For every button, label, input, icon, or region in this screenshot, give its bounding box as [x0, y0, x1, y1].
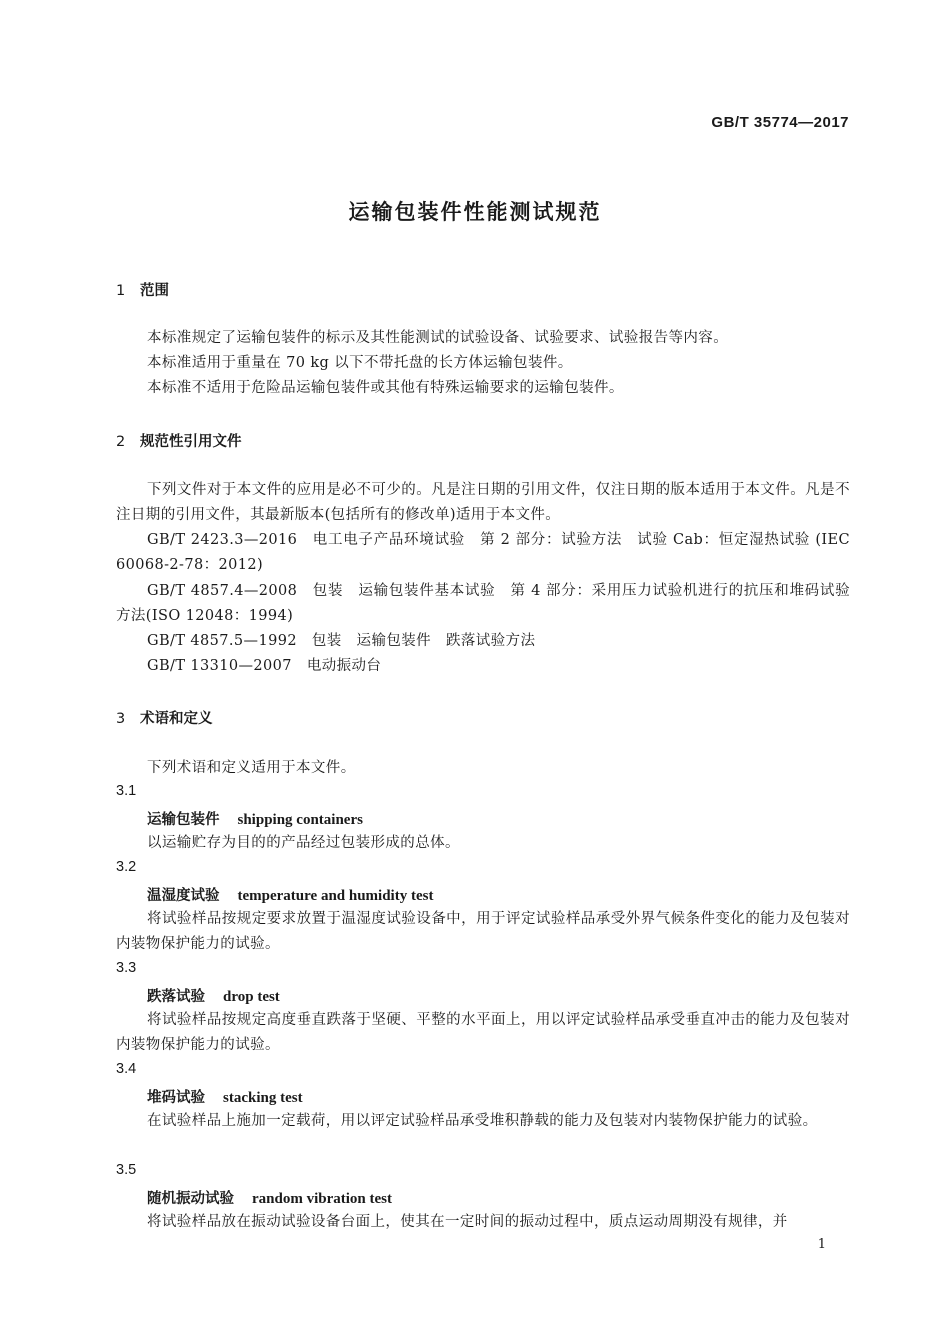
- clause-number: 3.5: [116, 1162, 137, 1178]
- term-definition: 在试验样品上施加一定载荷，用以评定试验样品承受堆积静载的能力及包装对内装物保护能力的试验。: [147, 1113, 818, 1129]
- section-number: 1: [116, 283, 126, 299]
- clause-number: 3.2: [116, 859, 137, 875]
- section-title: 范围: [140, 283, 169, 299]
- term-title: [147, 1086, 303, 1107]
- section-3-heading: [116, 707, 213, 728]
- reference-item: GB/T 4857.4—2008 包装 运输包装件基本试验 第 4 部分：采用压力试验机进行的抗压和堆码试验方法(ISO 12048：1994): [116, 583, 850, 624]
- term-zh: 堆码试验: [147, 1090, 205, 1106]
- standard-number: GB/T 35774—2017: [711, 114, 849, 131]
- section-1-heading: [116, 279, 169, 300]
- term-title: [147, 1187, 392, 1208]
- term-definition: 将试验样品按规定要求放置于温湿度试验设备中，用于评定试验样品承受外界气候条件变化的能力及包装对内装物保护能力的试验。: [116, 911, 850, 952]
- term-zh: 温湿度试验: [147, 888, 220, 904]
- reference-item: GB/T 4857.5—1992 包装 运输包装件 跌落试验方法: [147, 633, 536, 649]
- term-zh: 运输包装件: [147, 812, 220, 828]
- document-title: 运输包装件性能测试规范: [348, 200, 602, 224]
- term-definition: 将试验样品放在振动试验设备台面上，使其在一定时间的振动过程中，质点运动周期没有规律，并: [147, 1214, 788, 1230]
- reference-item: GB/T 13310—2007 电动振动台: [147, 658, 382, 674]
- term-definition: 将试验样品按规定高度垂直跌落于坚硬、平整的水平面上，用以评定试验样品承受垂直冲击的能力及包装对内装物保护能力的试验。: [116, 1012, 850, 1053]
- term-title: [147, 985, 280, 1006]
- term-title: [147, 884, 433, 905]
- term-definition: 以运输贮存为目的的产品经过包装形成的总体。: [147, 835, 460, 851]
- section-number: 3: [116, 711, 126, 727]
- term-en: stacking test: [223, 1090, 303, 1106]
- paragraph: 本标准适用于重量在 70 kg 以下不带托盘的长方体运输包装件。: [147, 355, 573, 371]
- section-2-heading: [116, 430, 242, 451]
- term-zh: 跌落试验: [147, 989, 205, 1005]
- term-zh: 随机振动试验: [147, 1191, 234, 1207]
- section-number: 2: [116, 434, 126, 450]
- clause-number: 3.1: [116, 783, 137, 799]
- term-en: temperature and humidity test: [237, 888, 434, 904]
- term-en: drop test: [223, 989, 280, 1005]
- paragraph: 本标准不适用于危险品运输包装件或其他有特殊运输要求的运输包装件。: [147, 380, 624, 396]
- term-en: random vibration test: [252, 1191, 392, 1207]
- clause-number: 3.4: [116, 1061, 137, 1077]
- paragraph: 下列术语和定义适用于本文件。: [147, 760, 356, 776]
- section-title: 术语和定义: [140, 711, 213, 727]
- page-number: 1: [817, 1237, 826, 1252]
- paragraph: 下列文件对于本文件的应用是必不可少的。凡是注日期的引用文件，仅注日期的版本适用于本文件。凡是不注日期的引用文件，其最新版本(包括所有的修改单)适用于本文件。: [116, 482, 850, 523]
- section-title: 规范性引用文件: [140, 434, 242, 450]
- term-en: shipping containers: [237, 812, 363, 828]
- clause-number: 3.3: [116, 960, 137, 976]
- paragraph: 本标准规定了运输包装件的标示及其性能测试的试验设备、试验要求、试验报告等内容。: [147, 330, 729, 346]
- term-title: [147, 808, 363, 829]
- reference-item: GB/T 2423.3—2016 电工电子产品环境试验 第 2 部分：试验方法 试验 Cab：恒定湿热试验 (IEC 60068-2-78：2012): [116, 532, 850, 573]
